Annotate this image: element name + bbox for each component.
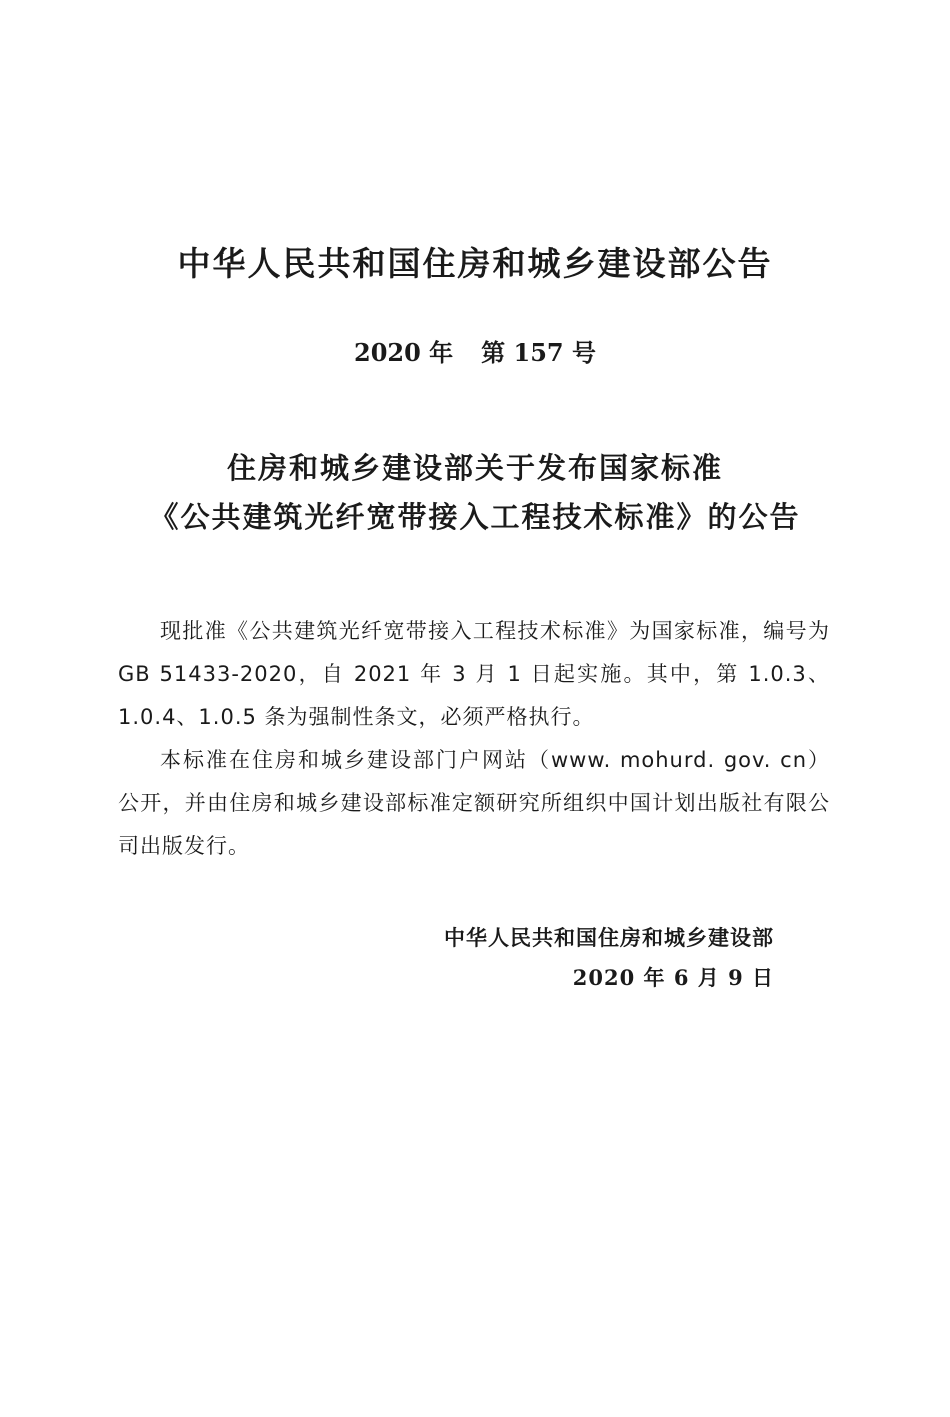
announcement-serial: 第 157 号: [481, 338, 596, 367]
body-paragraph-1: 现批准《公共建筑光纤宽带接入工程技术标准》为国家标准，编号为 GB 51433-2020，自 2021 年 3 月 1 日起实施。其中，第 1.0.3、1.0.4、1.0.5 条为强制性条文，必须严格执行。: [118, 619, 830, 729]
subtitle-line-2: 《公共建筑光纤宽带接入工程技术标准》的公告: [149, 500, 801, 534]
issuer-name: 中华人民共和国住房和城乡建设部: [444, 926, 774, 950]
subtitle-line-1: 住房和城乡建设部关于发布国家标准: [226, 451, 723, 485]
issue-date: 2020 年 6 月 9 日: [572, 965, 774, 990]
signature-block: [444, 918, 774, 998]
announcement-body: [118, 610, 830, 868]
announcement-year: 2020 年: [354, 338, 454, 367]
page-title: 中华人民共和国住房和城乡建设部公告: [177, 244, 773, 283]
body-paragraph-2: 本标准在住房和城乡建设部门户网站（www. mohurd. gov. cn）公开，并由住房和城乡建设部标准定额研究所组织中国计划出版社有限公司出版发行。: [118, 748, 830, 858]
announcement-subtitle: [0, 444, 950, 542]
announcement-number: [0, 335, 950, 371]
